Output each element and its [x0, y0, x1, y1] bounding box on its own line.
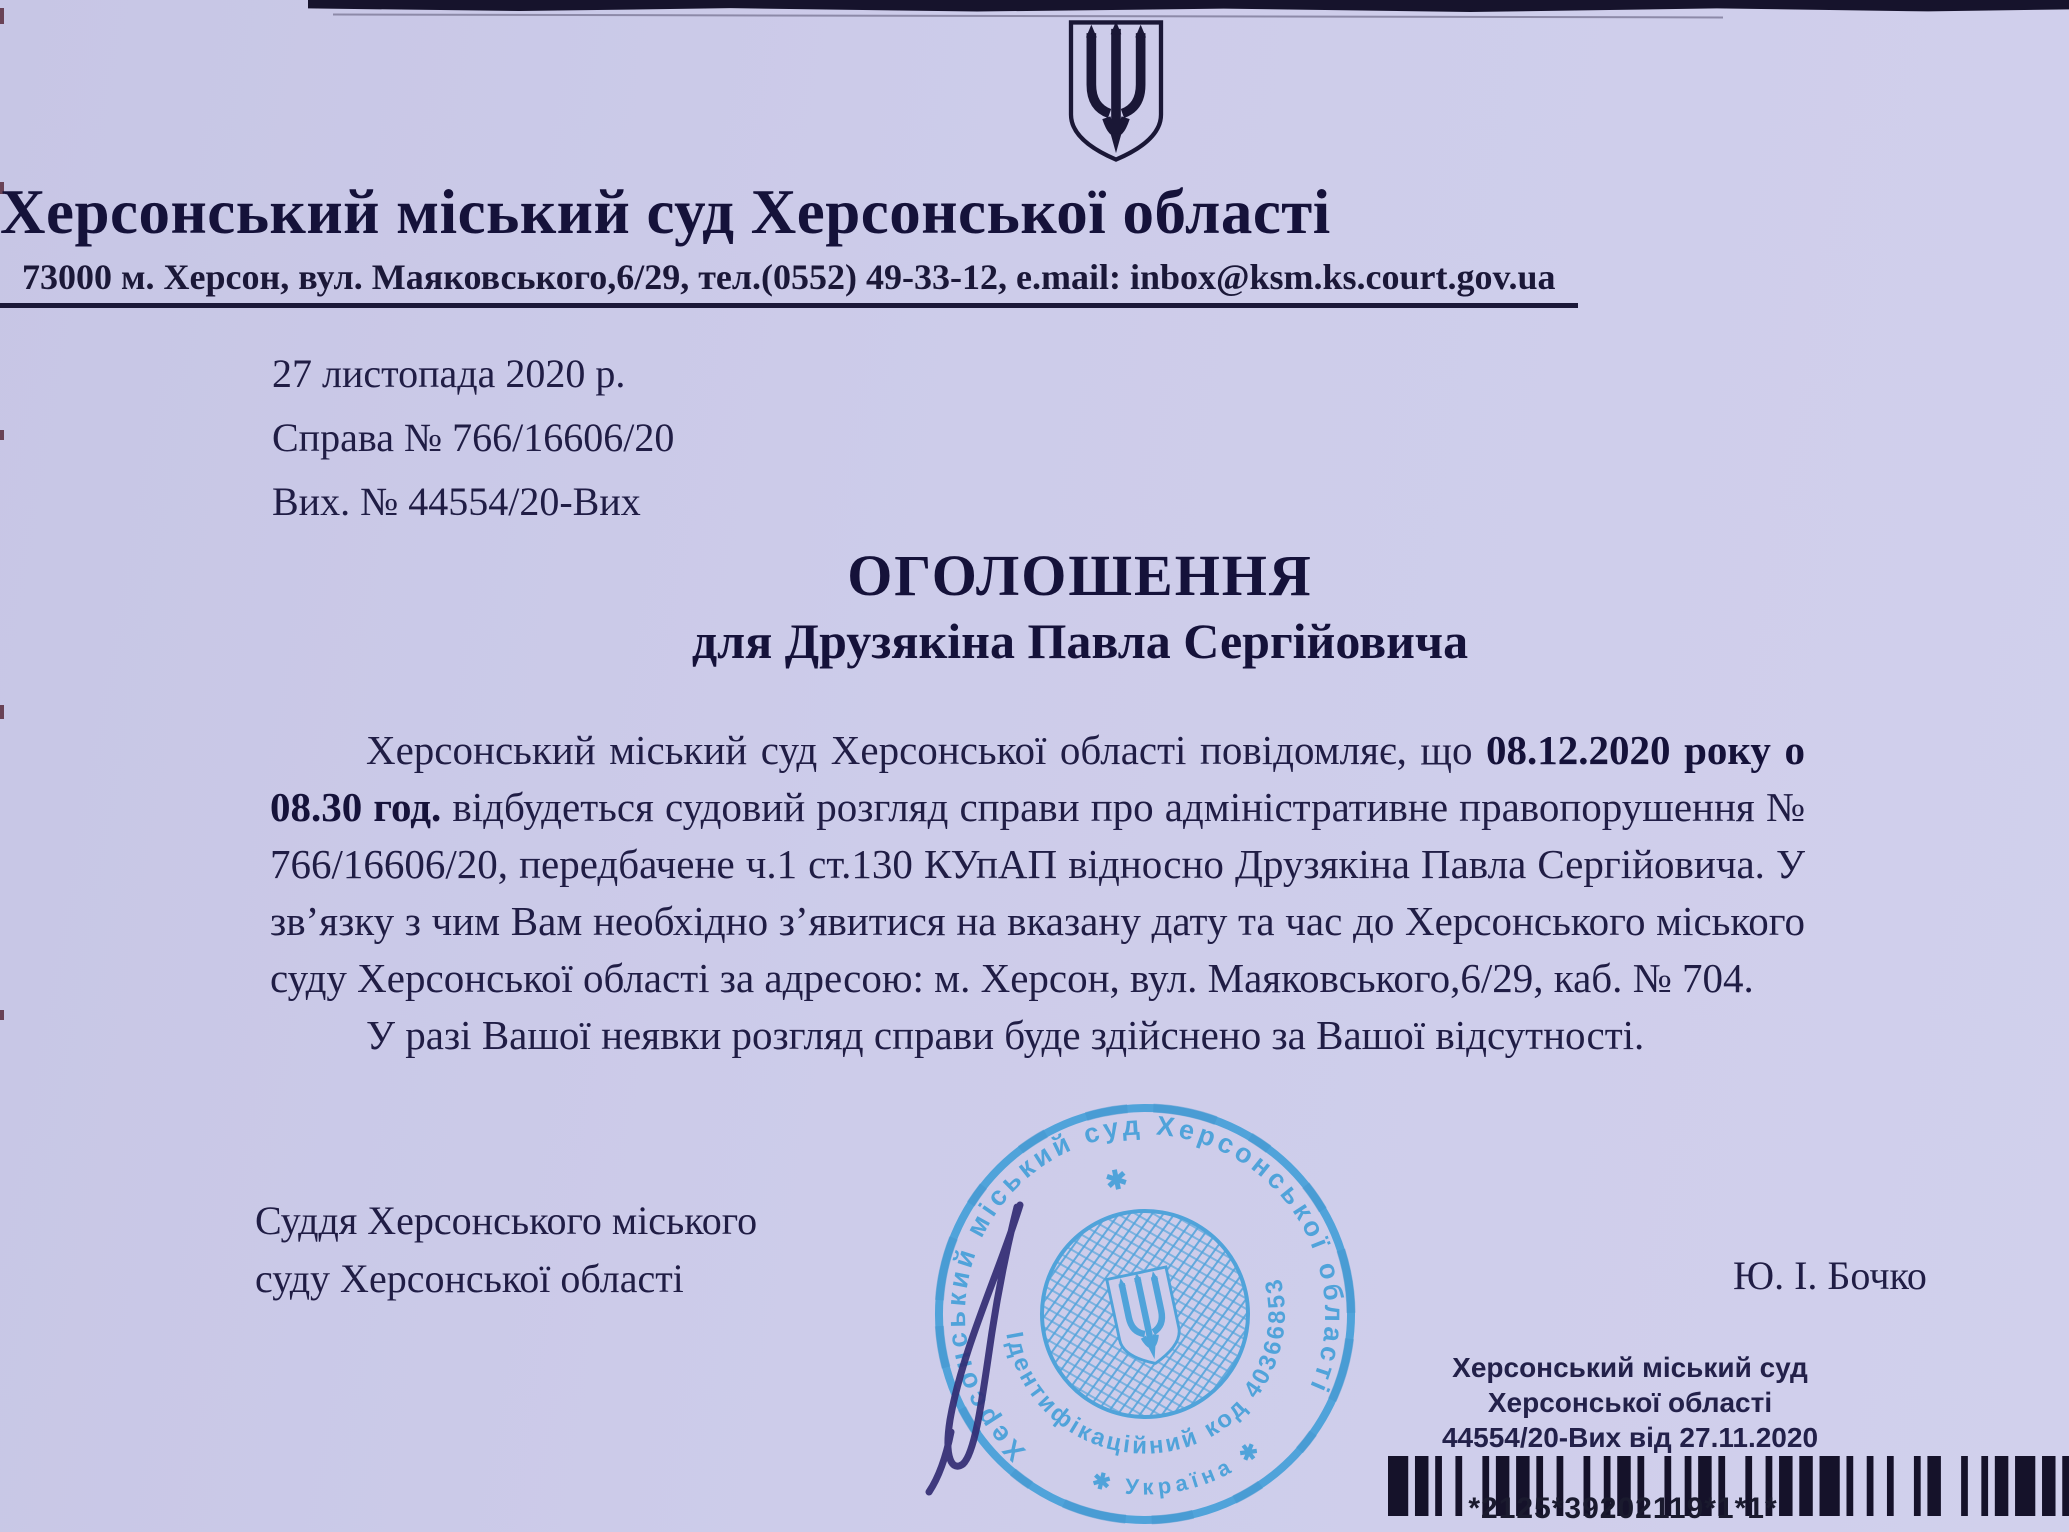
court-name-title: Херсонський міський суд Херсонської області	[0, 177, 1331, 247]
hearing-datetime: 08.12.2020 року о 08.30 год.	[270, 727, 1805, 830]
registry-print-block	[1395, 1350, 1865, 1455]
scan-edge-speck	[0, 705, 4, 719]
announcement-title: ОГОЛОШЕННЯ	[847, 543, 1313, 608]
judge-title-line: Суддя Херсонського міського	[255, 1198, 758, 1243]
body-paragraph-1	[270, 722, 1805, 1007]
trident-icon	[1071, 21, 1161, 159]
stamp-court-name-text: Херсонський міський суд Херсонської області	[940, 1110, 1350, 1468]
court-address-line: 73000 м. Херсон, вул. Маяковського,6/29, тел.(0552) 49-33-12, e.mail: inbox@ksm.ks.court.gov.ua	[0, 256, 1578, 308]
stamp-country-text: ✱ Україна ✱	[1089, 1433, 1268, 1500]
registry-ref-line: 44554/20-Вих від 27.11.2020	[1441, 1422, 1819, 1453]
body-paragraph-2: У разі Вашої неявки розгляд справи буде здійснено за Вашої відсутності.	[366, 1012, 1645, 1058]
pen-signature	[895, 1195, 1045, 1505]
scan-top-edge-artifact	[308, 0, 2069, 12]
judge-name: Ю. І. Бочко	[1733, 1253, 1927, 1298]
announcement-addressee: для Друзякіна Павла Сергійовича	[691, 613, 1469, 669]
stamp-star-separator: ✱	[1102, 1163, 1131, 1197]
scan-edge-speck	[0, 430, 4, 440]
scan-top-line-artifact	[333, 14, 1723, 19]
body-text-segment: Херсонський міський суд Херсонської області повідомляє, що	[366, 727, 1487, 773]
scan-edge-speck	[0, 1010, 4, 1020]
document-meta-block	[272, 342, 674, 534]
ukraine-trident-emblem	[1046, 16, 1186, 166]
document-date: 27 листопада 2020 р.	[272, 351, 626, 396]
stamp-id-code-text: Ідентифікаційний код 40366853	[1000, 1274, 1292, 1460]
judge-title-block	[255, 1192, 757, 1308]
scan-edge-speck	[0, 8, 4, 24]
outgoing-number: Вих. № 44554/20-Вих	[272, 479, 641, 524]
court-address-row	[0, 256, 2069, 308]
barcode-caption: *2125*39202119*1*1*	[1468, 1492, 1778, 1525]
body-text-segment: відбудеться судовий розгляд справи про адміністративне правопорушення № 766/16606/20, передбачене ч.1 ст.130 КУпАП відносно Друзякіна Павла Сергійовича. У зв’язку з чим Вам необхідно з’явитися на вказану дату та час до Херсонського міського суду Херсонської області за адресою: м. Херсон, вул. Маяковського,6/29, каб. № 704.	[270, 784, 1805, 1001]
judge-title-line: суду Херсонської області	[255, 1256, 684, 1301]
registry-court-line: Херсонський міський суд	[1452, 1352, 1808, 1383]
announcement-body	[270, 722, 1805, 1064]
registry-region-line: Херсонської області	[1487, 1387, 1773, 1418]
case-number: Справа № 766/16606/20	[272, 415, 675, 460]
